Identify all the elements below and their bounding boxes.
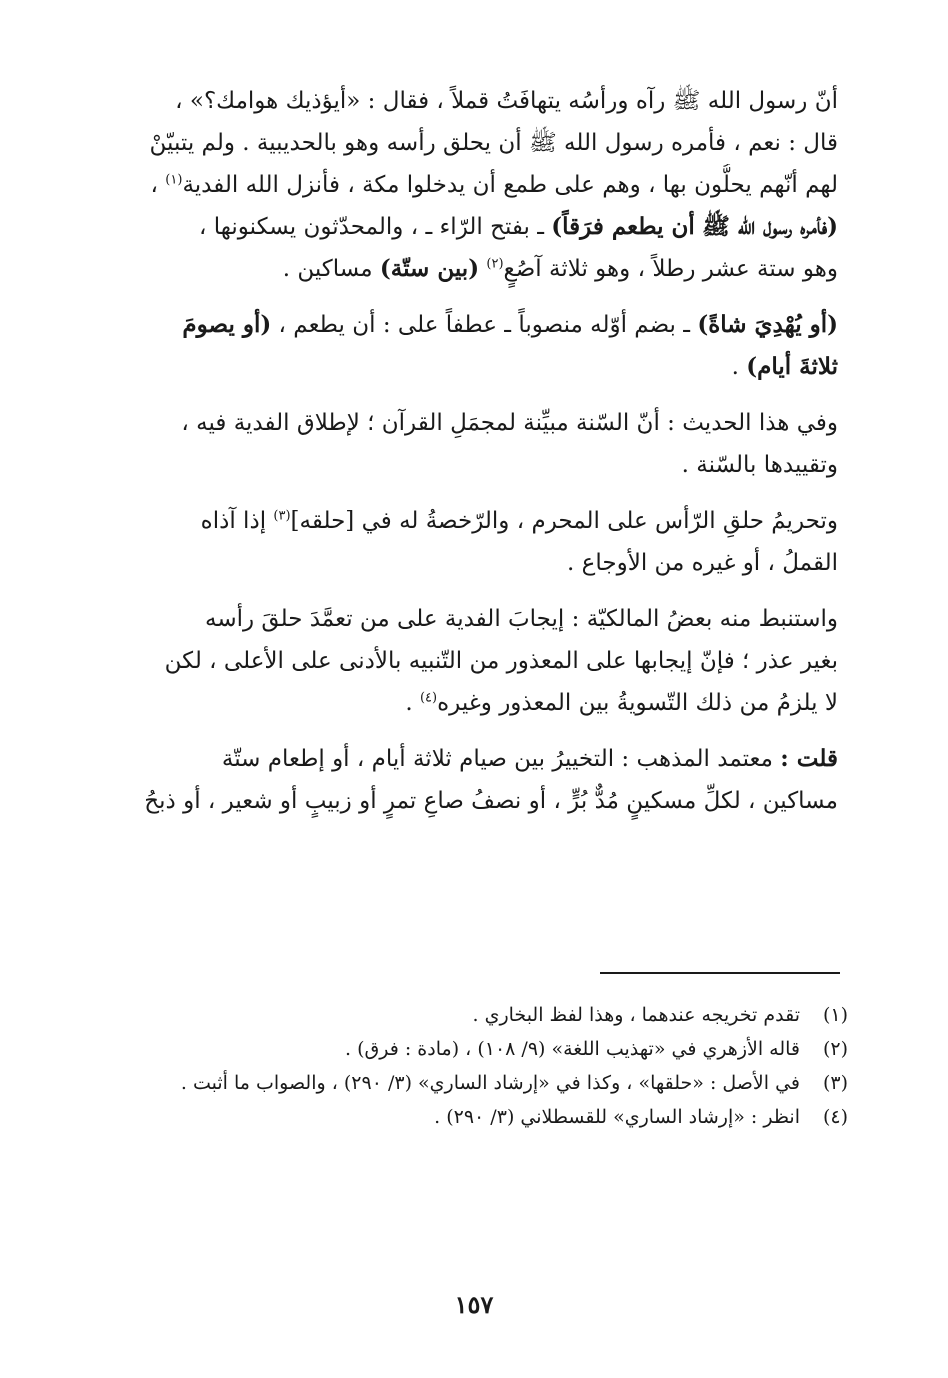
text-line bbox=[120, 248, 838, 290]
label-bold: قلت : bbox=[780, 745, 838, 772]
quote-bold: أن يطعم فرَقاً bbox=[562, 213, 695, 240]
text-span: مساكين . bbox=[282, 256, 373, 282]
quote-bold: ) bbox=[551, 213, 563, 240]
footnote-ref: (١) bbox=[165, 172, 183, 188]
footnote-item bbox=[120, 1066, 848, 1100]
quote-bold: بين ستّة bbox=[390, 255, 469, 282]
text-line bbox=[120, 738, 838, 780]
footnote-ref: (٣) bbox=[273, 508, 291, 524]
text-line bbox=[120, 206, 838, 248]
text-span: . bbox=[405, 690, 413, 716]
text-line: أنّ رسول الله ﷺ رآه ورأسُه يتهافَتُ قملاً ، فقال : «أيؤذيك هوامك؟» ، bbox=[175, 88, 838, 114]
footnotes bbox=[120, 998, 848, 1134]
paragraph-3 bbox=[120, 402, 838, 486]
footnote-number: (٣) bbox=[822, 1072, 848, 1094]
text-line: وتقييدها بالسّنة . bbox=[681, 452, 838, 478]
paragraph-6 bbox=[120, 738, 838, 822]
footnote-number: (١) bbox=[822, 1004, 848, 1026]
text-span: وتحريمُ حلقِ الرّأس على المحرم ، والرّخصةُ له في [حلقه] bbox=[290, 508, 838, 534]
text-span: ـ بفتح الرّاء ـ ، والمحدّثون يسكنونها ، bbox=[199, 214, 544, 240]
footnote-text: تقدم تخريجه عندهما ، وهذا لفظ البخاري . bbox=[472, 1004, 800, 1026]
footnote-text: انظر : «إرشاد الساري» للقسطلاني (٣/ ٢٩٠) . bbox=[434, 1106, 800, 1128]
text-line: واستنبط منه بعضُ المالكيّة : إيجابَ الفدية على من تعمَّدَ حلقَ رأسه bbox=[205, 606, 838, 632]
page-number: ١٥٧ bbox=[454, 1290, 494, 1319]
quote-bold: ) bbox=[379, 255, 391, 282]
footnote-item bbox=[120, 998, 848, 1032]
text-span: . bbox=[731, 354, 739, 380]
quote-bold: ( bbox=[468, 255, 480, 282]
text-span: لهم أنّهم يحلُّون بها ، وهم على طمع أن يدخلوا مكة ، فأنزل الله الفدية bbox=[182, 172, 838, 198]
text-span: معتمد المذهب : التخييرُ بين صيام ثلاثة أيام ، أو إطعام ستّة bbox=[221, 746, 773, 772]
text-line bbox=[120, 682, 838, 724]
main-text bbox=[120, 80, 838, 822]
text-span: ، bbox=[150, 172, 158, 198]
quote-bold: (أو يصومَ bbox=[182, 311, 272, 338]
paragraph-5 bbox=[120, 598, 838, 724]
text-line: مساكين ، لكلِّ مسكينٍ مُدٌّ بُرٍّ ، أو نصفُ صاعِ تمرٍ أو زبيبٍ أو شعير ، أو ذبحُ bbox=[144, 788, 838, 814]
text-span: لا يلزمُ من ذلك التّسويةُ بين المعذور وغيره bbox=[437, 690, 838, 716]
text-line bbox=[120, 500, 838, 542]
quote-bold: (فأمره رسول الله ﷺ bbox=[702, 213, 838, 240]
text-line: القملُ ، أو غيره من الأوجاع . bbox=[567, 550, 838, 576]
text-span: إذا آذاه bbox=[200, 508, 267, 534]
paragraph-1 bbox=[120, 80, 838, 290]
footnote-number: (٤) bbox=[822, 1106, 848, 1128]
text-line: وفي هذا الحديث : أنّ السّنة مبيِّنة لمجمَلِ القرآن ؛ لإطلاق الفدية فيه ، bbox=[181, 410, 838, 436]
text-line: قال : نعم ، فأمره رسول الله ﷺ أن يحلق رأسه وهو بالحديبية . ولم يتبيّنْ bbox=[149, 130, 838, 156]
quote-bold: (أو يُهْدِيَ شاةً) bbox=[697, 311, 838, 338]
footnote-text: في الأصل : «حلقها» ، وكذا في «إرشاد الساري» (٣/ ٢٩٠) ، والصواب ما أثبت . bbox=[180, 1072, 800, 1094]
text-span: وهو ستة عشر رطلاً ، وهو ثلاثة آصُعٍ bbox=[503, 256, 838, 282]
paragraph-2 bbox=[120, 304, 838, 388]
paragraph-4 bbox=[120, 500, 838, 584]
text-line bbox=[120, 164, 838, 206]
footnote-ref: (٢) bbox=[486, 256, 504, 272]
footnote-text: قاله الأزهري في «تهذيب اللغة» (٩/ ١٠٨) ، (مادة : فرق) . bbox=[345, 1038, 800, 1060]
footnote-number: (٢) bbox=[822, 1038, 848, 1060]
footnote-divider bbox=[600, 972, 840, 974]
text-line bbox=[120, 304, 838, 346]
text-line bbox=[120, 346, 838, 388]
footnote-item bbox=[120, 1032, 848, 1066]
footnote-ref: (٤) bbox=[419, 690, 438, 706]
quote-bold: ثلاثةَ أيام) bbox=[746, 353, 838, 380]
footnote-item bbox=[120, 1100, 848, 1134]
text-line: بغير عذر ؛ فإنّ إيجابها على المعذور من التّنبيه بالأدنى على الأعلى ، لكن bbox=[164, 648, 838, 674]
text-span: ـ بضم أوّله منصوباً ـ عطفاً على : أن يطعم ، bbox=[278, 312, 690, 338]
